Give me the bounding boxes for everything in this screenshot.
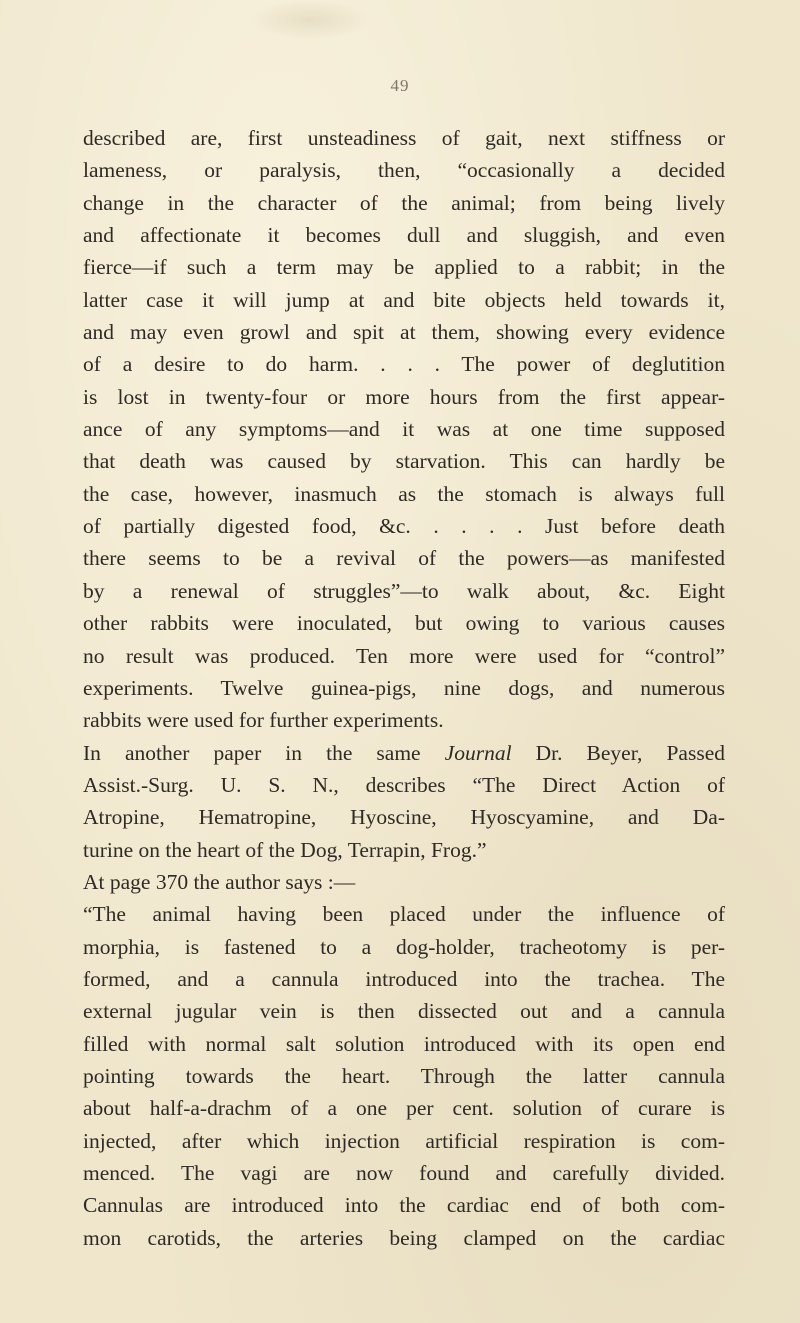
text-line: external jugular vein is then dissected out and a cannula (83, 999, 725, 1024)
text-line: Assist.-Surg. U. S. N., describes “The Direct Action of (83, 772, 725, 797)
text-line: by a renewal of struggles”—to walk about, &c. Eight (83, 578, 725, 603)
text-line: At page 370 the author says :— (83, 869, 356, 894)
text-line: is lost in twenty-four or more hours from the first appear- (83, 384, 725, 409)
text-line: “The animal having been placed under the influence of (83, 902, 725, 927)
text-line: latter case it will jump at and bite objects held towards it, (83, 287, 725, 312)
text-line: and affectionate it becomes dull and sluggish, and even (83, 223, 725, 248)
text-line: the case, however, inasmuch as the stomach is always full (83, 481, 725, 506)
text-line: described are, first unsteadiness of gait, next stiffness or (83, 126, 725, 150)
text-line: rabbits were used for further experiments. (83, 708, 444, 733)
text-line: there seems to be a revival of the powers—as manifested (83, 546, 725, 571)
text-line: mon carotids, the arteries being clamped on the cardiac (83, 1225, 725, 1250)
text-line: formed, and a cannula introduced into the trachea. The (83, 966, 725, 991)
text-line: In another paper in the same Journal Dr. Beyer, Passed (83, 740, 725, 765)
text-line: ance of any symptoms—and it was at one time supposed (83, 417, 725, 442)
page-stain (250, 0, 370, 40)
text-line: other rabbits were inoculated, but owing to various causes (83, 611, 725, 636)
text-line: morphia, is fastened to a dog-holder, tracheotomy is per- (83, 934, 725, 959)
text-line: no result was produced. Ten more were used for “control” (83, 643, 725, 668)
text-line: turine on the heart of the Dog, Terrapin, Frog.” (83, 837, 487, 862)
text-line: that death was caused by starvation. This can hardly be (83, 449, 725, 474)
text-line: filled with normal salt solution introduced with its open end (83, 1031, 725, 1056)
text-line: about half-a-drachm of a one per cent. solution of curare is (83, 1096, 725, 1121)
text-line: of a desire to do harm. . . . The power of deglutition (83, 352, 725, 377)
text-line: pointing towards the heart. Through the latter cannula (83, 1063, 725, 1088)
text-line: and may even growl and spit at them, showing every evidence (83, 320, 725, 345)
text-line: change in the character of the animal; from being lively (83, 190, 725, 215)
text-line: injected, after which injection artificial respiration is com- (83, 1128, 725, 1153)
text-line: Cannulas are introduced into the cardiac end of both com- (83, 1193, 725, 1218)
text-line: of partially digested food, &c. . . . . Just before death (83, 514, 725, 539)
text-line: menced. The vagi are now found and carefully divided. (83, 1161, 725, 1185)
text-line: experiments. Twelve guinea-pigs, nine dogs, and numerous (83, 675, 725, 700)
text-line: fierce—if such a term may be applied to a rabbit; in the (83, 255, 725, 280)
text-line: lameness, or paralysis, then, “occasionally a decided (83, 158, 725, 183)
body-text (83, 122, 725, 1254)
page-number: 49 (390, 76, 410, 95)
text-line: Atropine, Hematropine, Hyoscine, Hyoscyamine, and Da- (83, 805, 725, 830)
